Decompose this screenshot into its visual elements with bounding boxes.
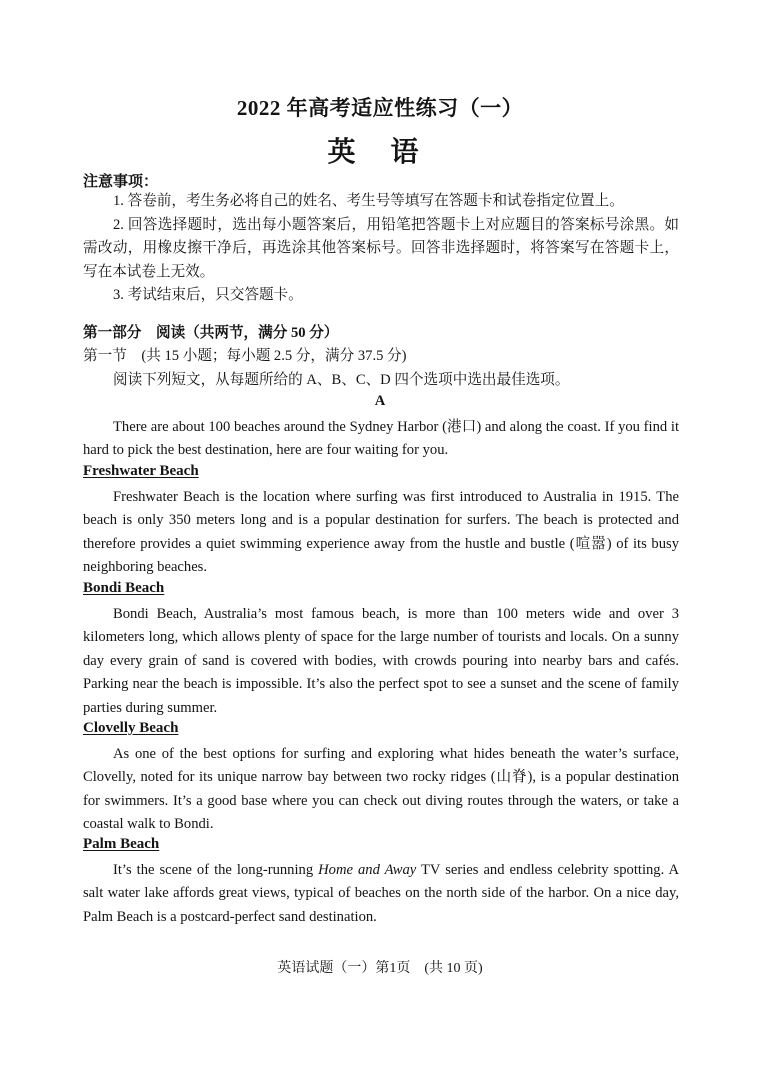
beach-heading-clovelly: Clovelly Beach [83,720,179,736]
section-heading: 第一节 (共 15 小题；每小题 2.5 分，满分 37.5 分) [83,348,407,364]
palm-text-after: TV series and endless celebrity spotting. A salt water lake affords great views, typical of beaches on the north side of the harbor. On a nice day, Palm Beach is a postcard-perfect sand destination. [83,862,679,925]
notice-item-1: 1. 答卷前，考生务必将自己的姓名、考生号等填写在答题卡和试卷指定位置上。 [113,193,624,209]
beach-text-freshwater: Freshwater Beach is the location where surfing was first introduced to Australia in 1915. The beach is only 350 meters long and is a popular destination for surfers. The beach is protected and therefore provides a quiet swimming experience away from the hustle and bustle (喧嚣) of its busy neighboring beaches. [83,489,679,576]
palm-text-before: It’s the scene of the long-running [113,862,319,878]
beach-text-palm [83,859,679,929]
passage-letter: A [374,393,386,409]
page-footer: 英语试题（一）第1页 (共 10 页) [277,961,483,976]
notice-item-3: 3. 考试结束后，只交答题卡。 [113,287,303,303]
part-heading: 第一部分 阅读（共两节，满分 50 分） [83,325,339,341]
reading-instruction: 阅读下列短文，从每题所给的 A、B、C、D 四个选项中选出最佳选项。 [113,372,570,388]
notice-heading: 注意事项： [83,174,159,190]
beach-text-bondi: Bondi Beach, Australia’s most famous beach, is more than 100 meters wide and over 3 kilometers long, which allows plenty of space for the large number of tourists and locals. On a sunny day every grain of sand is covered with bodies, with crowds pouring into nearby bars and cafés. Parking near the beach is impossible. It’s also the perfect spot to see a sunset and the scene of family parties during summer. [83,606,679,716]
exam-title: 2022 年高考适应性练习（一） [236,96,524,120]
tv-series-title: Home and Away [318,862,417,878]
subject-title: 英 语 [327,137,433,168]
beach-heading-palm: Palm Beach [83,836,160,852]
beach-text-clovelly: As one of the best options for surfing and exploring what hides beneath the water’s surface, Clovelly, noted for its unique narrow bay between two rocky ridges (山脊), is a popular destination for swimmers. It’s a good base where you can check out diving routes through the waters, or take a coastal walk to Bondi. [83,746,679,833]
beach-heading-bondi: Bondi Beach [83,580,165,596]
notice-item-2: 2. 回答选择题时，选出每小题答案后，用铅笔把答题卡上对应题目的答案标号涂黑。如需改动，用橡皮擦干净后，再选涂其他答案标号。回答非选择题时，将答案写在答题卡上，写在本试卷上无效。 [83,217,679,280]
beach-heading-freshwater: Freshwater Beach [83,463,199,479]
passage-intro: There are about 100 beaches around the Sydney Harbor (港口) and along the coast. If you find it hard to pick the best destination, here are four waiting for you. [83,419,679,459]
